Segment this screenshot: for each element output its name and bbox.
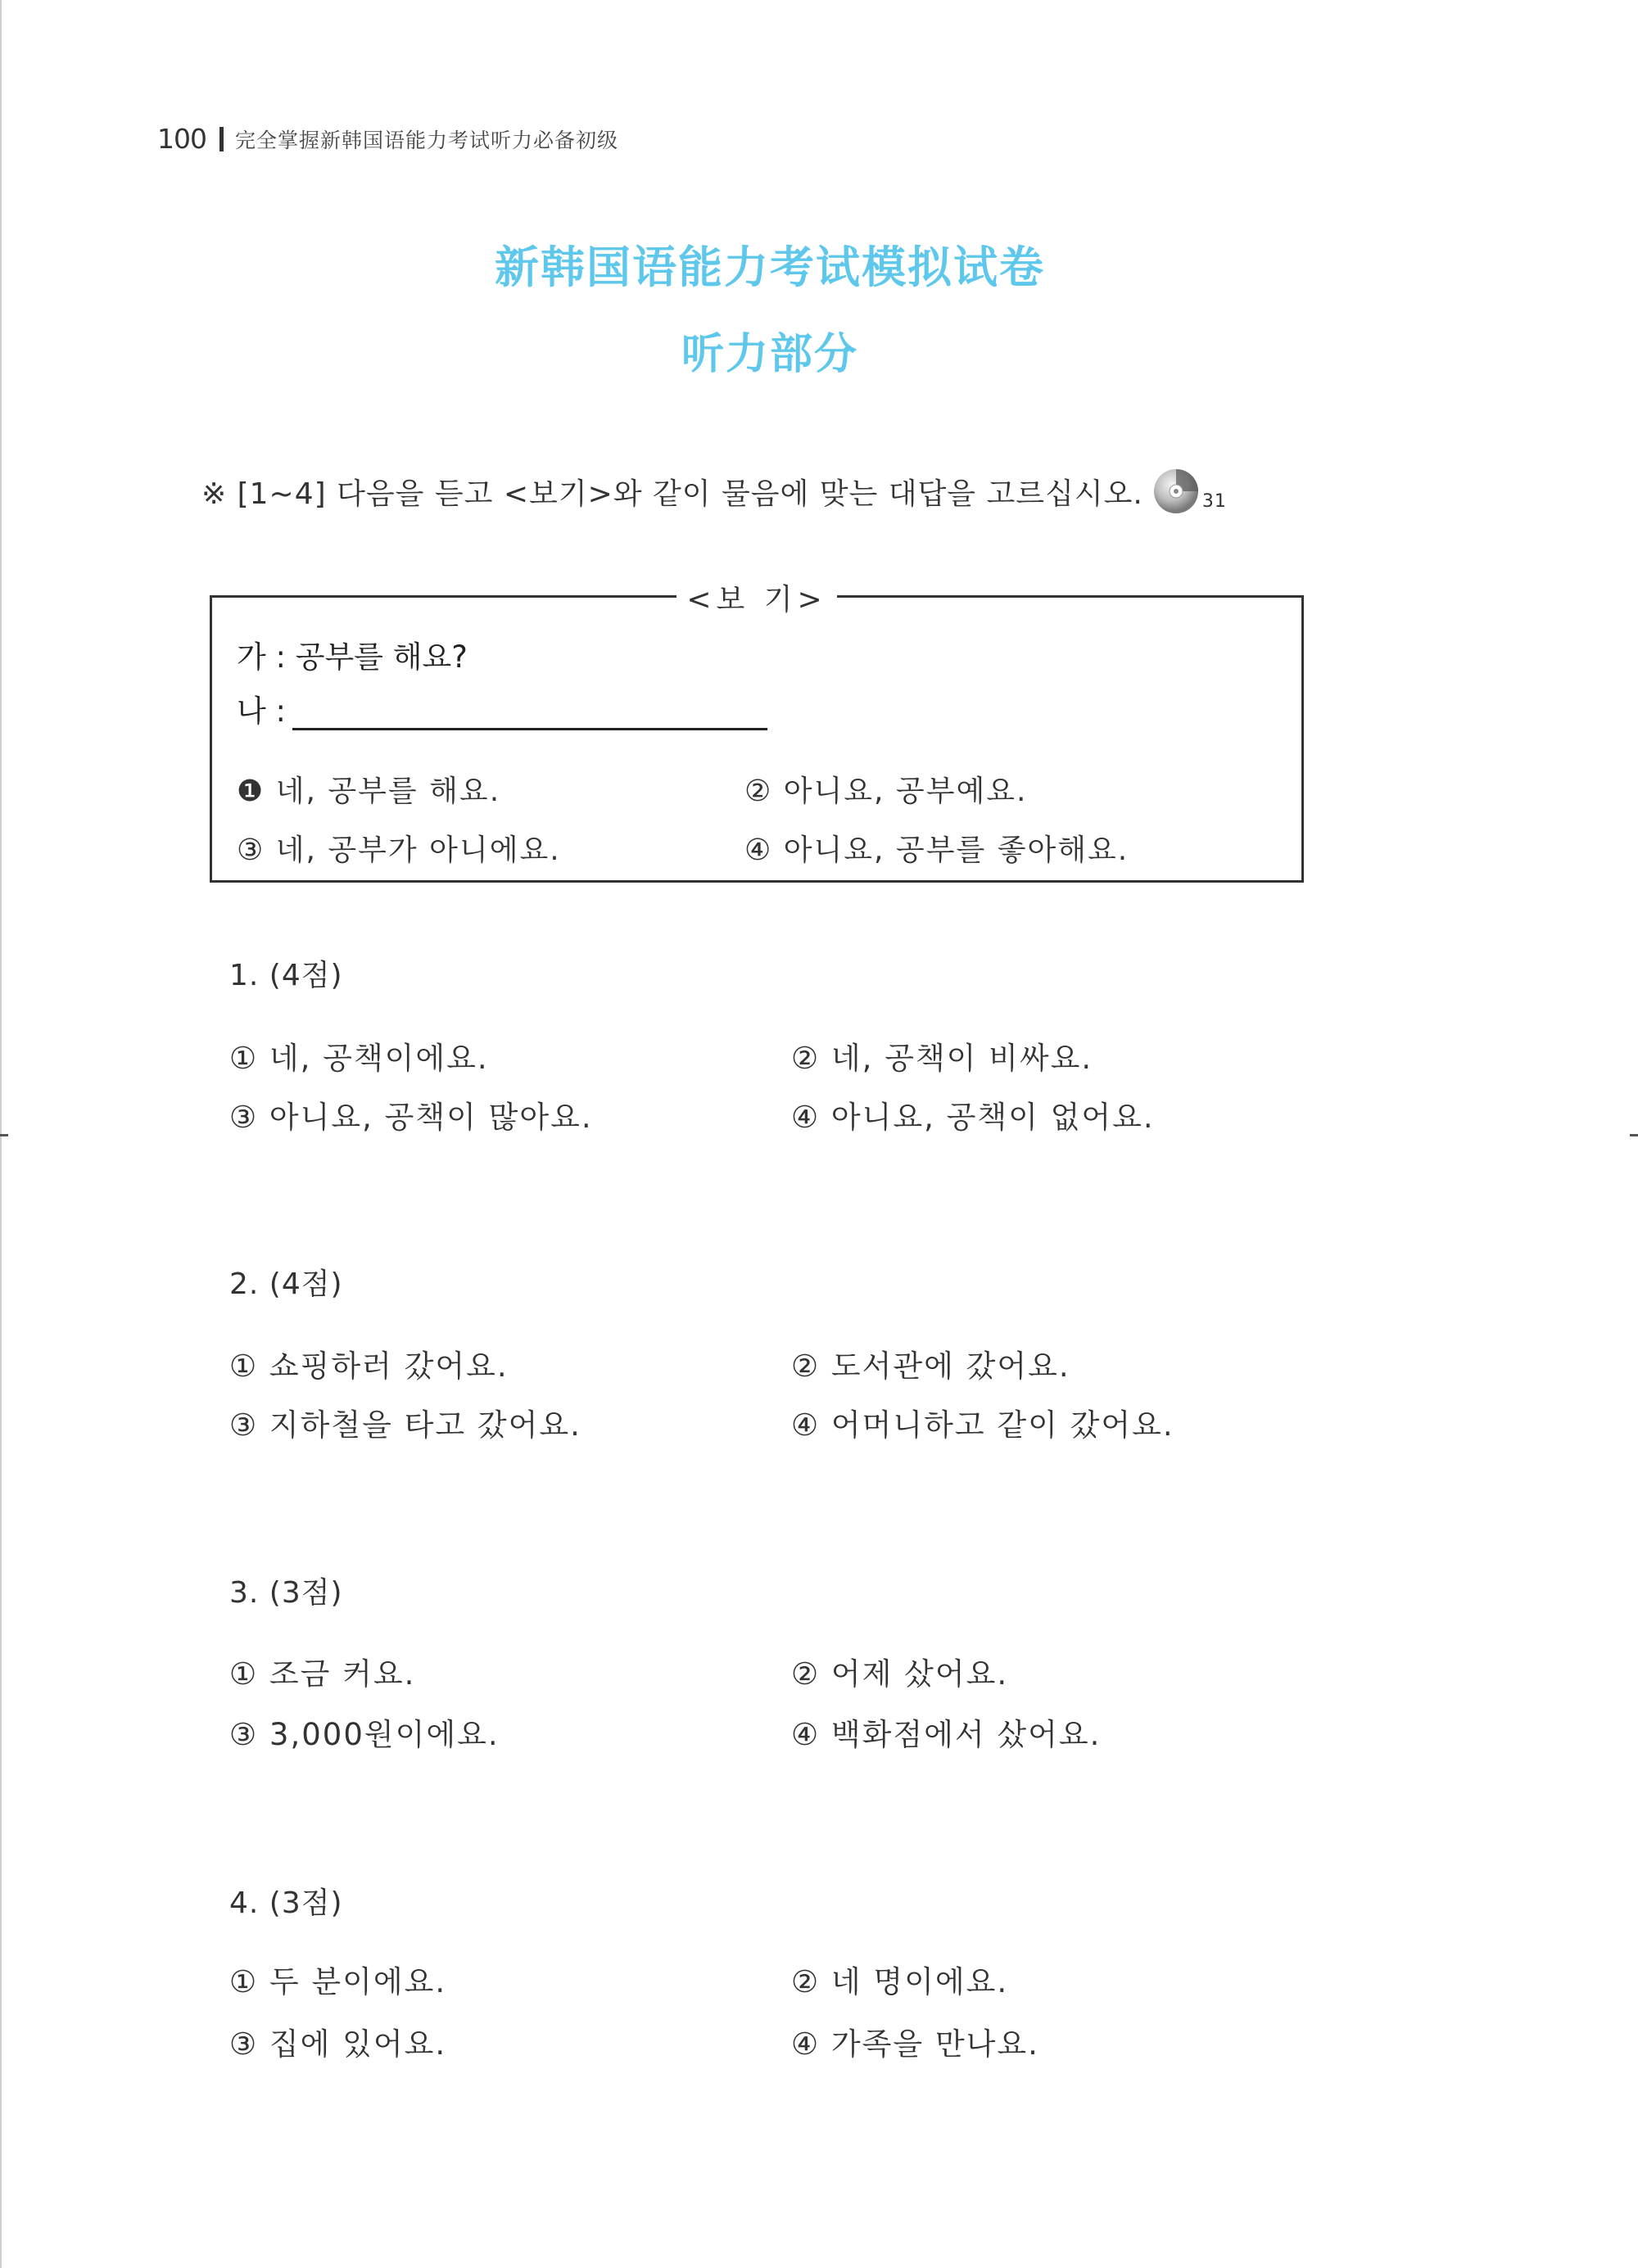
question-4-option-3: ③ 집에 있어요. bbox=[229, 2026, 447, 2062]
crop-mark-left bbox=[0, 1134, 8, 1136]
example-legend-text: <보 기> bbox=[676, 583, 836, 617]
question-3-option-1: ① 조금 커요. bbox=[229, 1656, 416, 1692]
question-1-option-1: ① 네, 공책이에요. bbox=[229, 1041, 489, 1076]
question-1-label: 1. (4점) bbox=[229, 959, 343, 992]
question-3-option-3: ③ 3,000원이에요. bbox=[229, 1717, 500, 1752]
question-1-option-2: ② 네, 공책이 비싸요. bbox=[791, 1041, 1093, 1076]
question-4-option-2: ② 네 명이에요. bbox=[791, 1964, 1009, 1999]
question-3-label: 3. (3점) bbox=[229, 1576, 343, 1610]
exam-title: 新韩国语能力考试模拟试卷 bbox=[495, 241, 1045, 293]
question-2-label: 2. (4점) bbox=[229, 1267, 343, 1301]
section-title: 听力部分 bbox=[681, 329, 858, 379]
example-option-4: ④ 아니요, 공부를 좋아해요. bbox=[744, 834, 1129, 867]
question-2-option-2: ② 도서관에 갔어요. bbox=[791, 1349, 1070, 1384]
question-1-option-3: ③ 아니요, 공책이 많아요. bbox=[229, 1100, 593, 1135]
header-divider bbox=[219, 127, 224, 151]
question-1-option-4: ④ 아니요, 공책이 없어요. bbox=[791, 1100, 1155, 1135]
running-header bbox=[157, 123, 618, 155]
example-answer bbox=[237, 686, 767, 730]
question-4-label: 4. (3점) bbox=[229, 1886, 343, 1920]
example-option-1: ❶ 네, 공부를 해요. bbox=[237, 775, 501, 808]
example-box bbox=[210, 583, 1304, 883]
book-title: 完全掌握新韩国语能力考试听力必备初级 bbox=[235, 128, 619, 152]
question-2-option-4: ④ 어머니하고 같이 갔어요. bbox=[791, 1407, 1174, 1443]
question-2-option-1: ① 쇼핑하러 갔어요. bbox=[229, 1349, 509, 1384]
example-option-3: ③ 네, 공부가 아니에요. bbox=[237, 834, 561, 867]
answer-blank bbox=[292, 695, 767, 730]
example-question bbox=[237, 632, 468, 676]
example-option-2: ② 아니요, 공부예요. bbox=[744, 775, 1028, 808]
speaker-b-label: 나 : bbox=[237, 694, 286, 729]
track-number: 31 bbox=[1201, 490, 1227, 512]
question-4-option-4: ④ 가족을 만나요. bbox=[791, 2026, 1039, 2062]
page-number: 100 bbox=[157, 123, 206, 155]
question-3-option-4: ④ 백화점에서 샀어요. bbox=[791, 1717, 1102, 1752]
question-4-option-1: ① 두 분이에요. bbox=[229, 1964, 447, 1999]
cd-icon bbox=[1152, 467, 1201, 516]
example-legend bbox=[212, 576, 1301, 618]
instruction-text: ※ [1~4] 다음을 듣고 <보기>와 같이 물음에 맞는 대답을 고르십시오. bbox=[201, 477, 1143, 511]
speaker-a-line: 가 : 공부를 해요? bbox=[237, 639, 468, 675]
question-2-option-3: ③ 지하철을 타고 갔어요. bbox=[229, 1407, 581, 1443]
crop-mark-right bbox=[1630, 1134, 1638, 1136]
question-3-option-2: ② 어제 샀어요. bbox=[791, 1656, 1009, 1692]
instruction bbox=[201, 467, 1227, 516]
